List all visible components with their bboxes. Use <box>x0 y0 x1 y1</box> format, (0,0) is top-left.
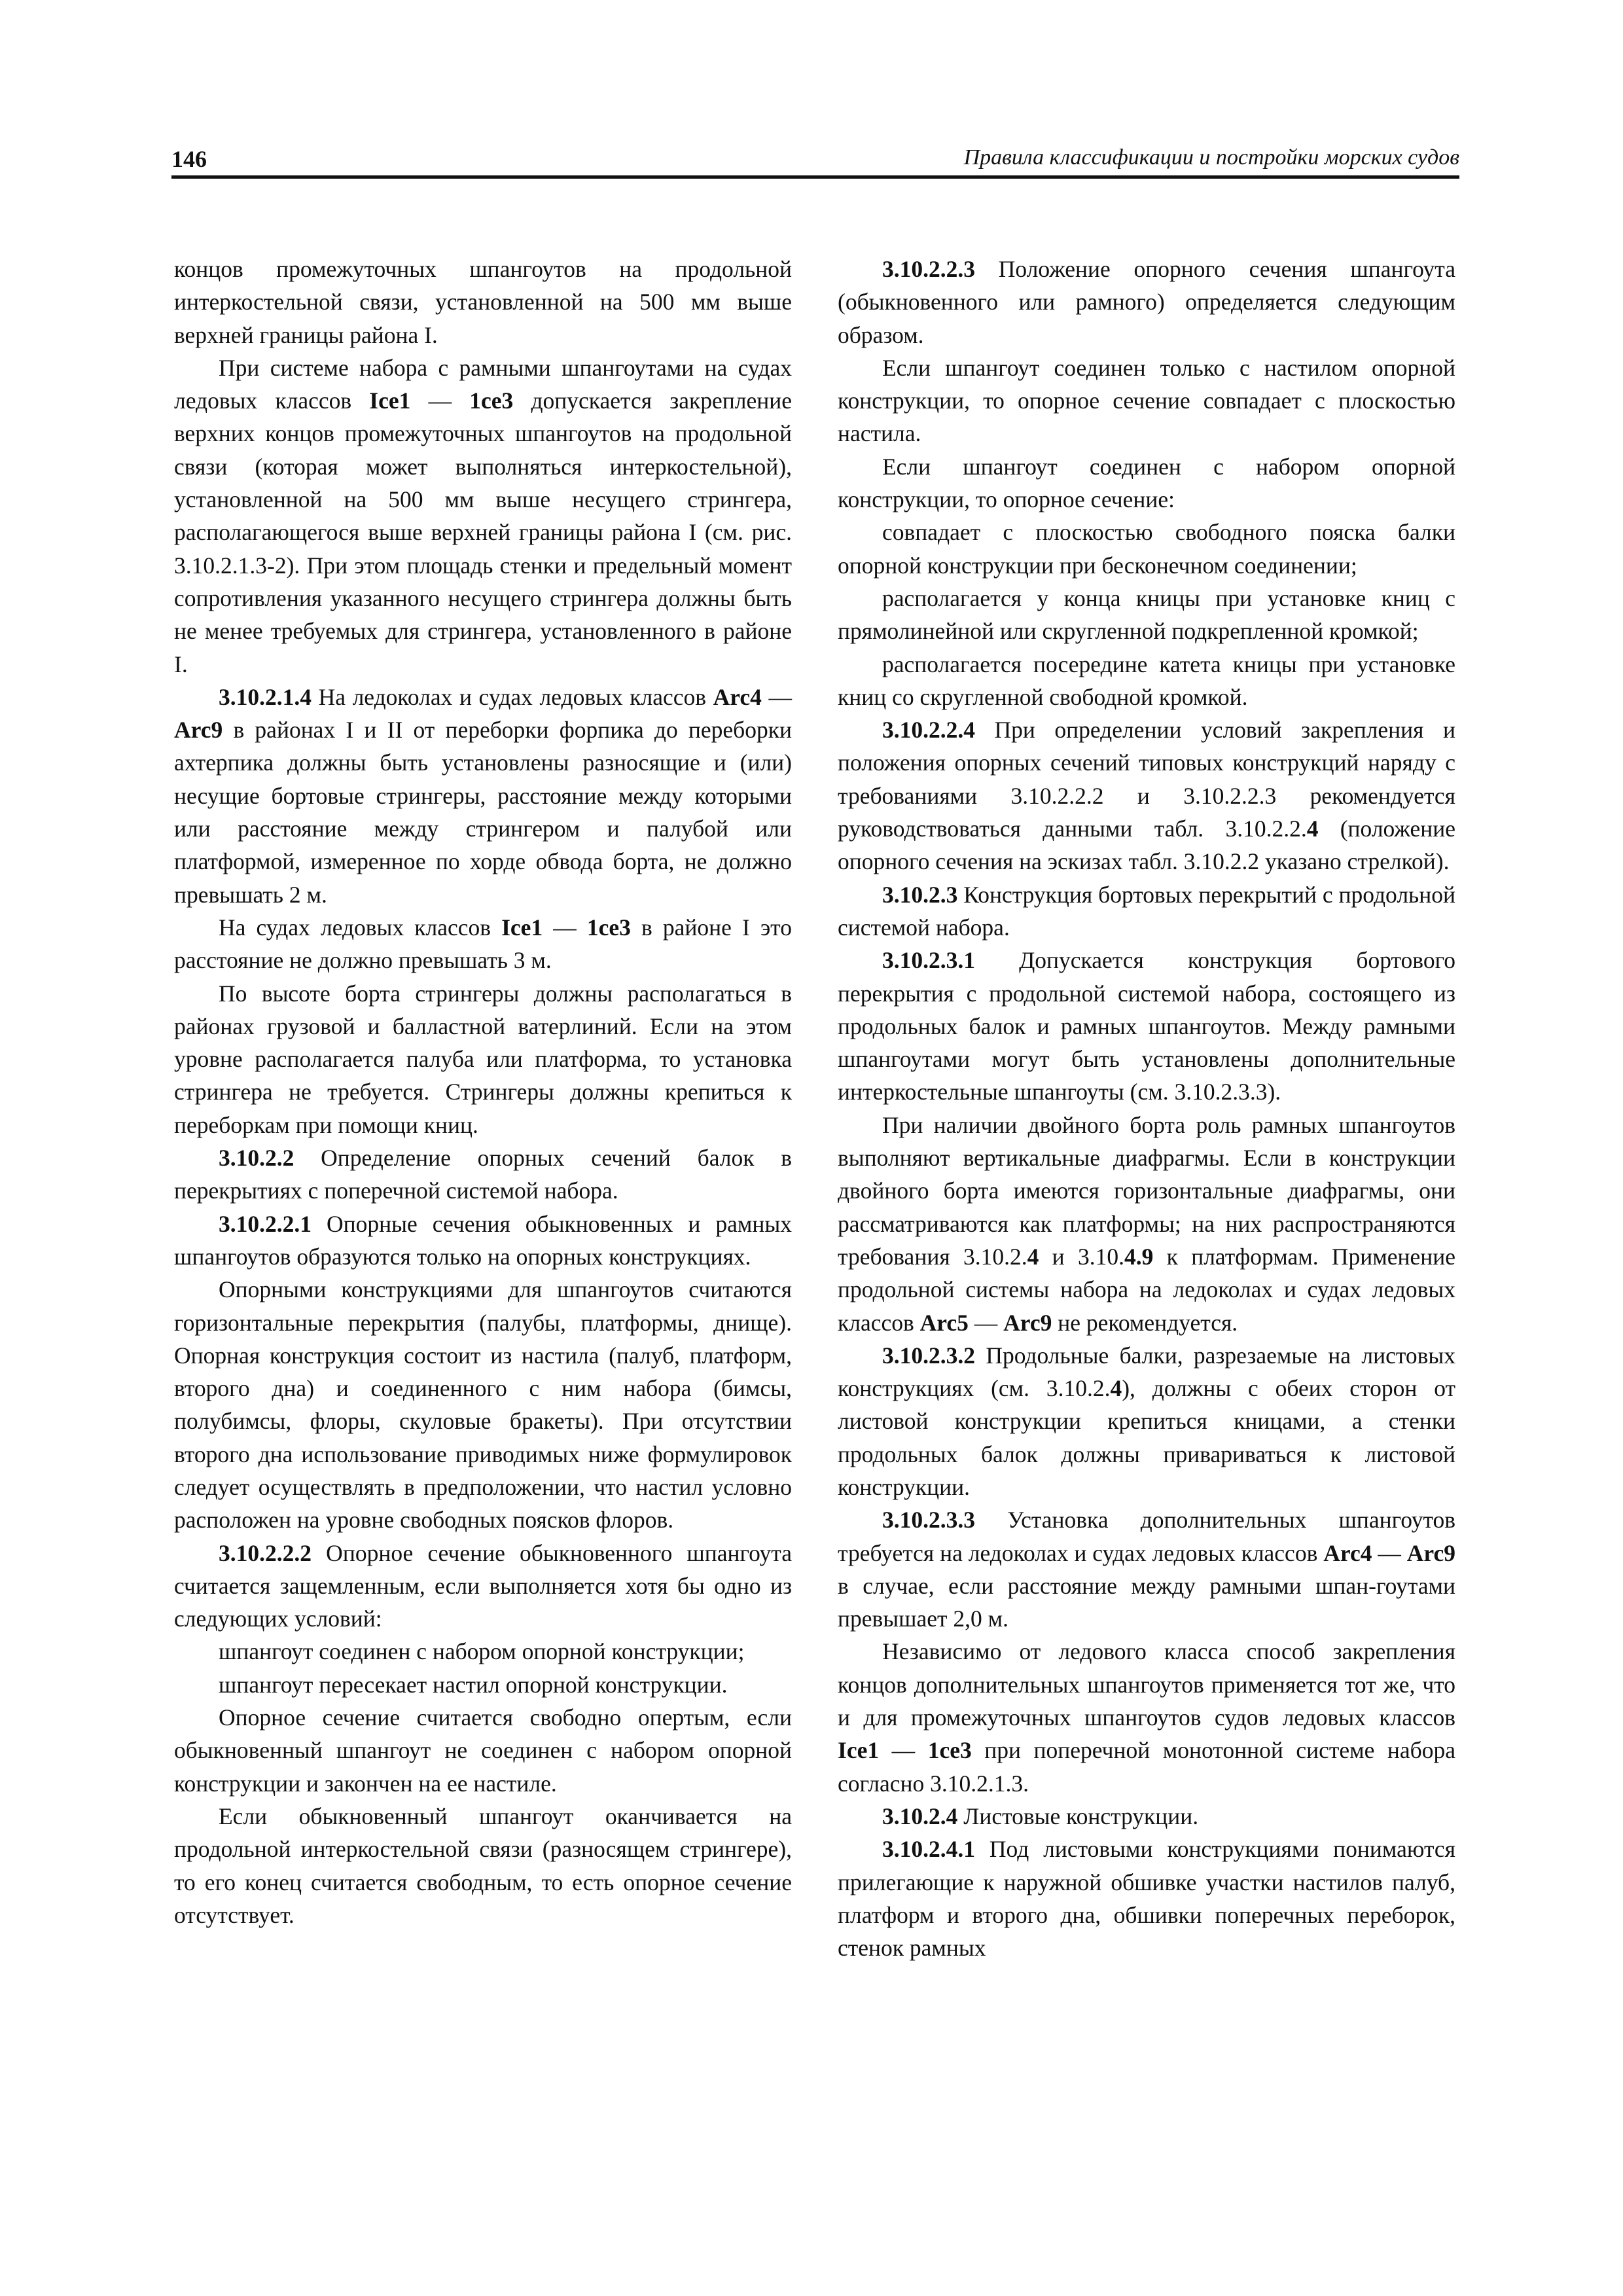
paragraph: 3.10.2.2.1 Опорные сечения обыкновенных и рамных шпангоутов образуются только на опорных конструкциях. <box>174 1210 792 1270</box>
right-column <box>838 253 1455 1964</box>
paragraph: При системе набора с рамными шпангоутами на судах ледовых классов Ice1 — 1ce3 допускается закрепление верхних концов промежуточных шпангоутов на продольной связи (которая может выполняться интеркостельной), установленной на 500 мм выше несущего стрингера, располагающегося выше верхней границы района I (см. рис. 3.10.2.1.3-2). При этом площадь стенки и предельный момент сопротивления указанного несущего стрингера должны быть не менее требуемых для стрингера, установленного в районе I. <box>174 354 792 677</box>
paragraph: шпангоут соединен с набором опорной конструкции; <box>219 1638 745 1665</box>
paragraph: Опорное сечение считается свободно опертым, если обыкновенный шпангоут не соединен с набором опорной конструкции и закончен на ее настиле. <box>174 1704 792 1797</box>
paragraph: 3.10.2.3 Конструкция бортовых перекрытий с продольной системой набора. <box>838 881 1455 941</box>
paragraph: Независимо от ледового класса способ закрепления концов дополнительных шпангоутов применяется тот же, что и для промежуточных шпангоутов судов ледовых классов Ice1 — 1ce3 при поперечной монотонной системе набора согласно 3.10.2.1.3. <box>838 1638 1455 1797</box>
paragraph: 3.10.2.2.3 Положение опорного сечения шпангоута (обыкновенного или рамного) определяется следующим образом. <box>838 256 1455 348</box>
paragraph: концов промежуточных шпангоутов на продольной интеркостельной связи, установленной на 500 мм выше верхней границы района I. <box>174 256 792 348</box>
paragraph: Если шпангоут соединен с набором опорной конструкции, то опорное сечение: <box>838 453 1455 513</box>
paragraph: На судах ледовых классов Ice1 — 1ce3 в районе I это расстояние не должно превышать 3 м. <box>174 914 792 974</box>
paragraph: 3.10.2.4.1 Под листовыми конструкциями понимаются прилегающие к наружной обшивке участки настилов палуб, платформ и второго дна, обшивки поперечных переборок, стенок рамных <box>838 1836 1455 1962</box>
paragraph: 3.10.2.2 Определение опорных сечений балок в перекрытиях с поперечной системой набора. <box>174 1145 792 1204</box>
paragraph: располагается посередине катета кницы при установке книц со скругленной свободной кромкой. <box>838 651 1455 710</box>
paragraph: Если шпангоут соединен только с настилом опорной конструкции, то опорное сечение совпадает с плоскостью настила. <box>838 354 1455 447</box>
paragraph: 3.10.2.4 Листовые конструкции. <box>882 1803 1199 1829</box>
paragraph: Опорными конструкциями для шпангоутов считаются горизонтальные перекрытия (палубы, платформы, днище). Опорная конструкция состоит из настила (палуб, платформ, второго дна) и соединенного с ним набора (бимсы, полубимсы, флоры, скуловые бракеты). При отсутствии второго дна использование приводимых ниже формулировок следует осуществлять в предположении, что настил условно расположен на уровне свободных поясков флоров. <box>174 1276 792 1534</box>
paragraph: 3.10.2.3.3 Установка дополнительных шпангоутов требуется на ледоколах и судах ледовых классов Arc4 — Arc9 в случае, если расстояние между рамными шпан-гоутами превышает 2,0 м. <box>838 1507 1456 1632</box>
paragraph: По высоте борта стрингеры должны располагаться в районах грузовой и балластной ватерлиний. Если на этом уровне располагается палуба или платформа, то установка стрингера не требуется. Стрингеры должны крепиться к переборкам при помощи книц. <box>174 980 792 1138</box>
paragraph: 3.10.2.3.2 Продольные балки, разрезаемые на листовых конструкциях (см. 3.10.2.4), должны с обеих сторон от листовой конструкции крепиться кницами, а стенки продольных балок должны привариваться к листовой конструкции. <box>838 1342 1455 1500</box>
paragraph: 3.10.2.3.1 Допускается конструкция бортового перекрытия с продольной системой набора, состоящего из продольных балок и рамных шпангоутов. Между рамными шпангоутами могут быть установлены дополнительные интеркостельные шпангоуты (см. 3.10.2.3.3). <box>838 947 1455 1105</box>
paragraph: совпадает с плоскостью свободного пояска балки опорной конструкции при бесконечном соединении; <box>838 519 1455 579</box>
paragraph: 3.10.2.1.4 На ледоколах и судах ледовых классов Arc4 — Arc9 в районах I и II от переборки форпика до переборки ахтерпика должны быть установлены разносящие и (или) несущие бортовые стрингеры, расстояние между которыми или расстояние между стрингером и палубой или платформой, измеренное по хорде обвода борта, не должно превышать 2 м. <box>174 683 793 908</box>
running-title: Правила классификации и постройки морских судов <box>963 145 1459 170</box>
header-rule <box>171 175 1459 179</box>
paragraph: 3.10.2.2.2 Опорное сечение обыкновенного шпангоута считается защемленным, если выполняется хотя бы одно из следующих условий: <box>174 1539 792 1632</box>
paragraph: располагается у конца кницы при установке книц с прямолинейной или скругленной подкрепленной кромкой; <box>838 584 1455 645</box>
paragraph: шпангоут пересекает настил опорной конструкции. <box>219 1671 728 1698</box>
left-column <box>174 253 792 1931</box>
paragraph: При наличии двойного борта роль рамных шпангоутов выполняют вертикальные диафрагмы. Если в конструкции двойного борта имеются горизонтальные диафрагмы, они рассматриваются как платформы; на них распространяются требования 3.10.2.4 и 3.10.4.9 к платформам. Применение продольной системы набора на ледоколах и судах ледовых классов Arc5 — Arc9 не рекомендуется. <box>838 1111 1455 1336</box>
paragraph: 3.10.2.2.4 При определении условий закрепления и положения опорных сечений типовых конструкций наряду с требованиями 3.10.2.2.2 и 3.10.2.2.3 рекомендуется руководствоваться данными табл. 3.10.2.2.4 (положение опорного сечения на эскизах табл. 3.10.2.2 указано стрелкой). <box>838 717 1455 875</box>
paragraph: Если обыкновенный шпангоут оканчивается на продольной интеркостельной связи (разносящем стрингере), то его конец считается свободным, то есть опорное сечение отсутствует. <box>174 1803 792 1928</box>
page-number: 146 <box>171 146 207 172</box>
page-header <box>171 145 1459 179</box>
